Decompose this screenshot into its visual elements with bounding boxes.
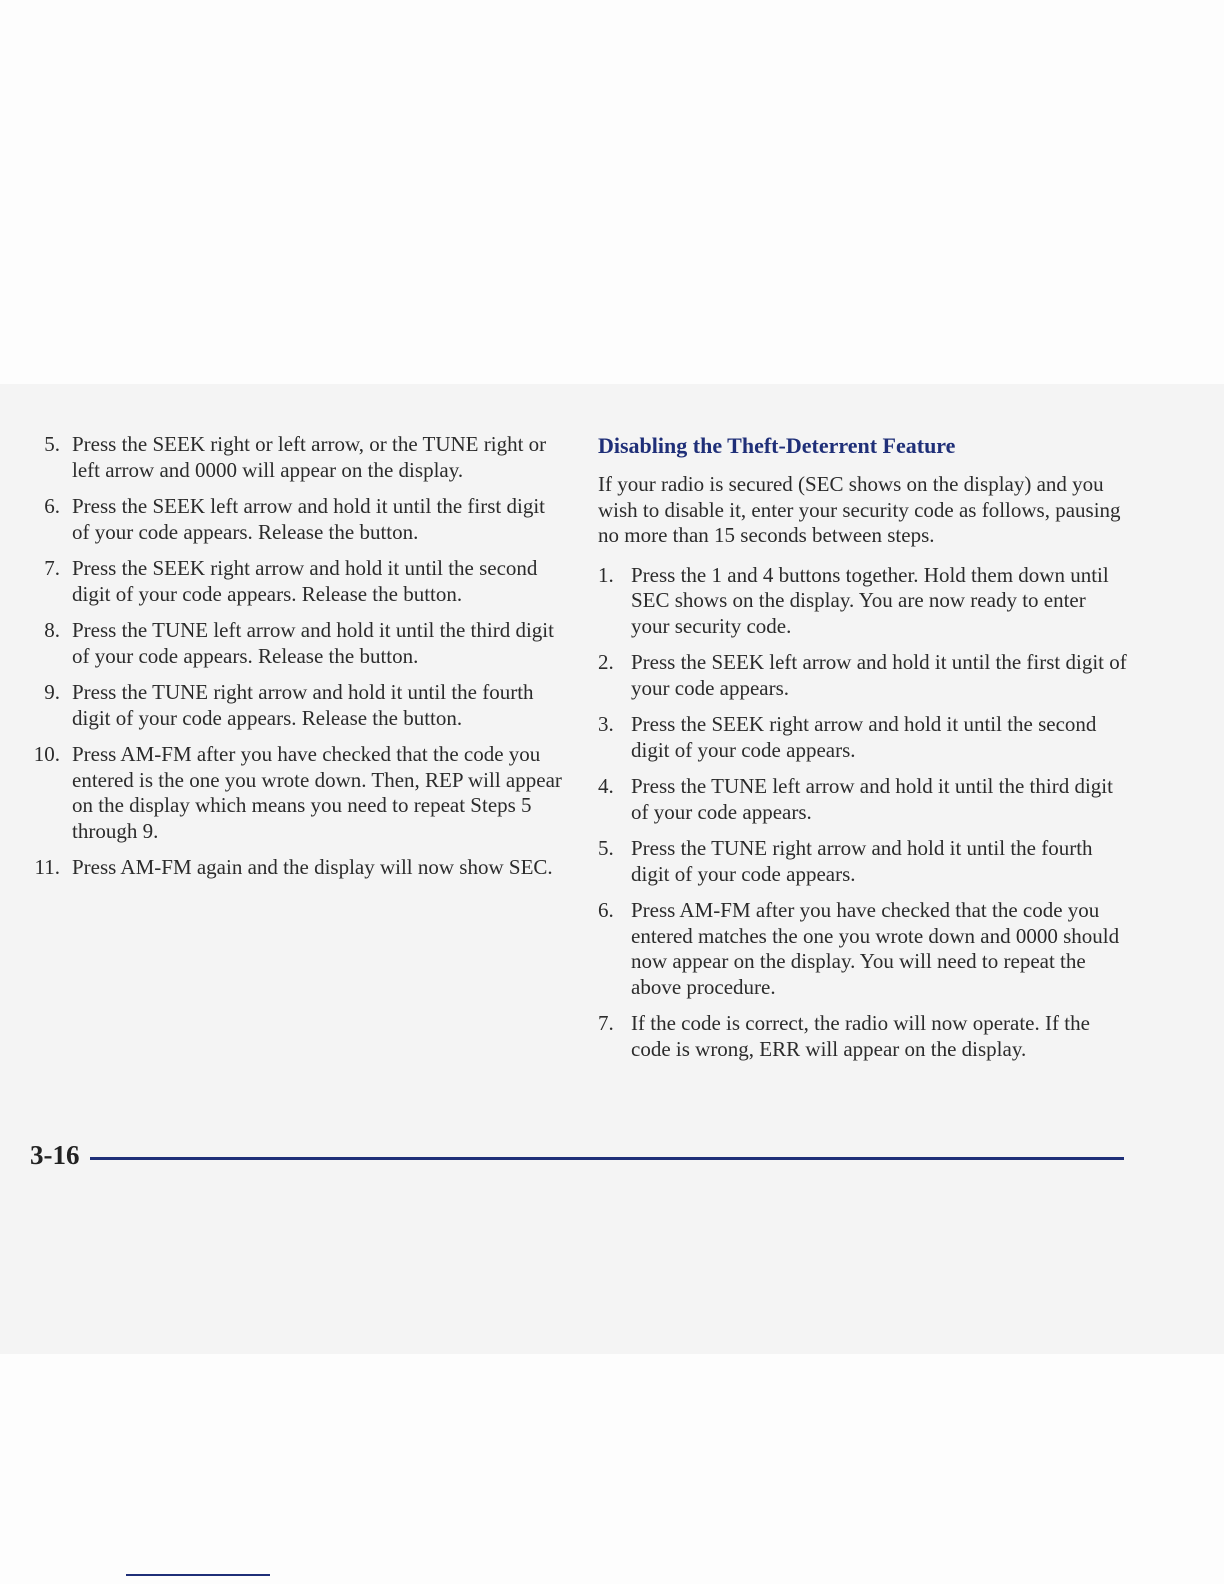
list-item: [598, 898, 1128, 1000]
step-text: Press the 1 and 4 buttons together. Hold them down until SEC shows on the display. You are now ready to enter your security code.: [631, 562, 1109, 638]
step-number: 7.: [44, 556, 60, 580]
step-number: 11.: [34, 855, 60, 879]
step-text: Press AM-FM after you have checked that the code you entered matches the one you wrote down and 0000 should now appear on the display. You will need to repeat the above procedure.: [631, 898, 1120, 999]
list-item: [598, 836, 1128, 887]
list-item: [24, 855, 564, 881]
list-item: [24, 432, 564, 483]
step-text: Press the TUNE left arrow and hold it until the third digit of your code appears.: [631, 774, 1113, 824]
step-number: 2.: [598, 650, 614, 674]
list-item: [598, 1011, 1128, 1062]
step-number: 8.: [44, 618, 60, 642]
step-text: Press the SEEK left arrow and hold it until the first digit of your code appears. Release the button.: [72, 494, 546, 544]
list-item: [598, 774, 1128, 825]
footer-rule: [90, 1157, 1124, 1160]
step-number: 4.: [598, 774, 614, 798]
step-text: Press the SEEK left arrow and hold it until the first digit of your code appears.: [631, 650, 1127, 700]
list-item: [24, 556, 564, 607]
step-text: Press the TUNE right arrow and hold it until the fourth digit of your code appears. Release the button.: [72, 680, 534, 730]
navigation-link-underline[interactable]: [126, 1574, 270, 1576]
page-footer: [30, 1138, 1124, 1172]
step-text: Press AM-FM after you have checked that the code you entered is the one you wrote down. Then, REP will appear on the display which means you need to repeat Steps 5 through 9.: [72, 742, 562, 843]
right-column: [598, 432, 1128, 1073]
section-heading: Disabling the Theft-Deterrent Feature: [598, 433, 956, 458]
right-step-list: [598, 563, 1128, 1063]
left-column: [24, 432, 564, 892]
step-number: 5.: [44, 432, 60, 456]
step-number: 6.: [44, 494, 60, 518]
list-item: [24, 618, 564, 669]
step-number: 9.: [44, 680, 60, 704]
list-item: [598, 712, 1128, 763]
step-number: 5.: [598, 836, 614, 860]
step-text: Press the SEEK right arrow and hold it until the second digit of your code appears.: [631, 712, 1097, 762]
left-step-list: [24, 432, 564, 881]
list-item: [24, 742, 564, 844]
step-text: If the code is correct, the radio will now operate. If the code is wrong, ERR will appear on the display.: [631, 1011, 1090, 1061]
step-number: 10.: [33, 742, 60, 766]
step-number: 3.: [598, 712, 614, 736]
page-number: 3-16: [30, 1140, 80, 1170]
step-text: Press AM-FM again and the display will now show SEC.: [72, 855, 553, 879]
intro-paragraph: If your radio is secured (SEC shows on the display) and you wish to disable it, enter your security code as follows, pausing no more than 15 seconds between steps.: [598, 472, 1121, 547]
step-text: Press the SEEK right or left arrow, or the TUNE right or left arrow and 0000 will appear on the display.: [72, 432, 547, 482]
step-number: 1.: [598, 562, 614, 587]
step-number: 6.: [598, 898, 614, 922]
step-text: Press the SEEK right arrow and hold it until the second digit of your code appears. Release the button.: [72, 556, 538, 606]
step-text: Press the TUNE right arrow and hold it until the fourth digit of your code appears.: [631, 836, 1093, 886]
list-item: [24, 680, 564, 731]
step-text: Press the TUNE left arrow and hold it until the third digit of your code appears. Release the button.: [72, 618, 554, 668]
list-item: [598, 563, 1128, 640]
step-number: 7.: [598, 1011, 614, 1035]
list-item: [598, 650, 1128, 701]
list-item: [24, 494, 564, 545]
